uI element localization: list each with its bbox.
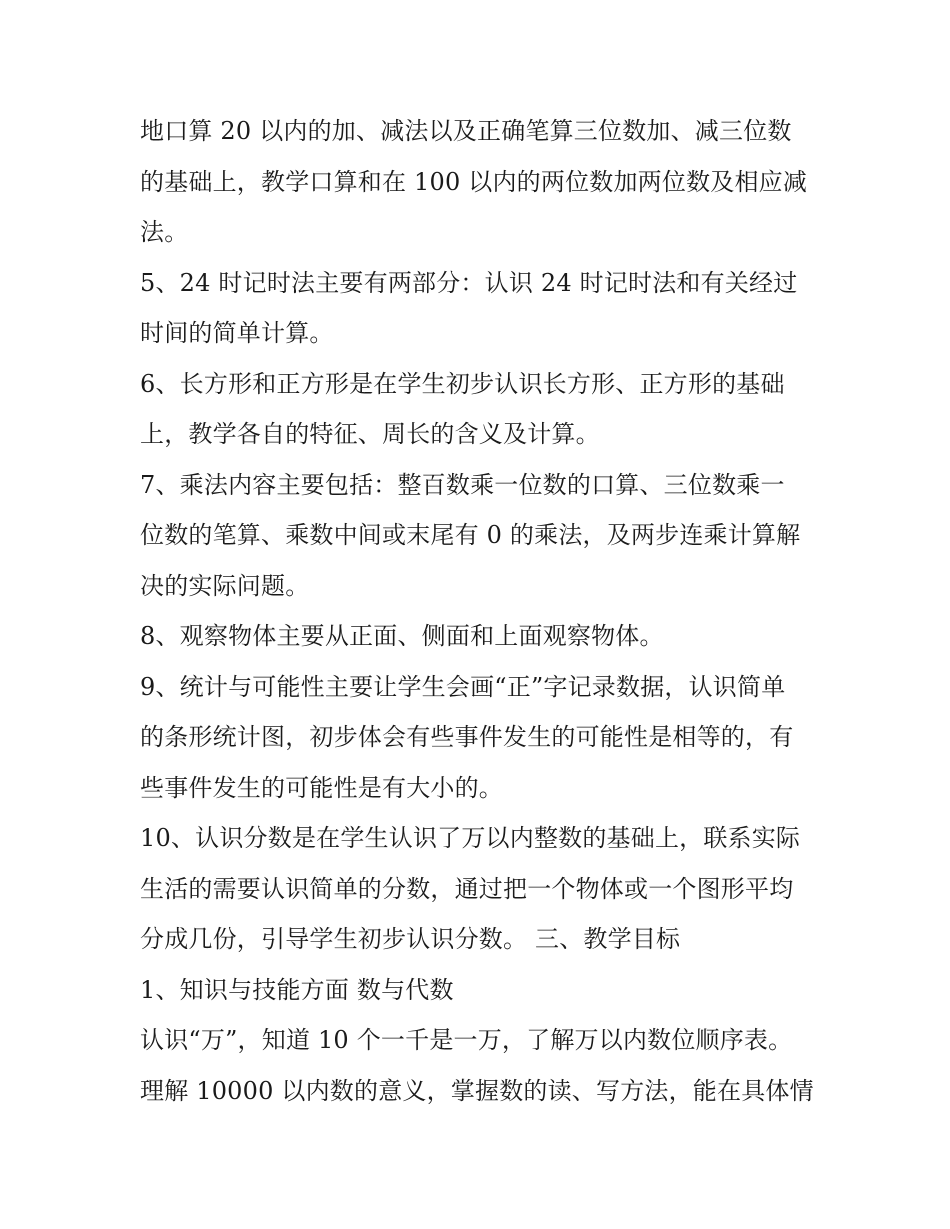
text-line: 分成几份，引导学生初步认识分数。 三、教学目标 xyxy=(140,925,681,953)
text-line: 的条形统计图，初步体会有些事件发生的可能性是相等的，有 xyxy=(140,723,794,751)
text-line: 5、24 时记时法主要有两部分：认识 24 时记时法和有关经过 xyxy=(140,268,798,297)
text-line: 法。 xyxy=(140,218,189,246)
text-line: 位数的笔算、乘数中间或末尾有 0 的乘法，及两步连乘计算解 xyxy=(140,521,801,549)
text-line: 时间的简单计算。 xyxy=(140,319,334,347)
text-line: 的基础上，教学口算和在 100 以内的两位数加两位数及相应减 xyxy=(140,167,808,196)
text-line: 6、长方形和正方形是在学生初步认识长方形、正方形的基础 xyxy=(140,369,785,398)
text-line: 理解 10000 以内数的意义，掌握数的读、写方法，能在具体情 xyxy=(140,1076,814,1105)
text-line: 些事件发生的可能性是有大小的。 xyxy=(140,773,503,802)
body-text xyxy=(140,106,830,1116)
text-line: 10、认识分数是在学生认识了万以内整数的基础上，联系实际 xyxy=(140,824,801,852)
text-line: 生活的需要认识简单的分数，通过把一个物体或一个图形平均 xyxy=(140,874,794,903)
text-line: 决的实际问题。 xyxy=(140,571,310,600)
text-line: 7、乘法内容主要包括：整百数乘一位数的口算、三位数乘一 xyxy=(140,470,785,499)
text-line: 认识“万”，知道 10 个一千是一万，了解万以内数位顺序表。 xyxy=(140,1026,793,1054)
text-line: 1、知识与技能方面 数与代数 xyxy=(140,975,454,1004)
text-line: 8、观察物体主要从正面、侧面和上面观察物体。 xyxy=(140,622,664,650)
text-line: 地口算 20 以内的加、减法以及正确笔算三位数加、减三位数 xyxy=(140,117,792,145)
text-line: 上，教学各自的特征、周长的含义及计算。 xyxy=(140,420,600,448)
text-line: 9、统计与可能性主要让学生会画“正”字记录数据，认识简单 xyxy=(140,672,786,701)
